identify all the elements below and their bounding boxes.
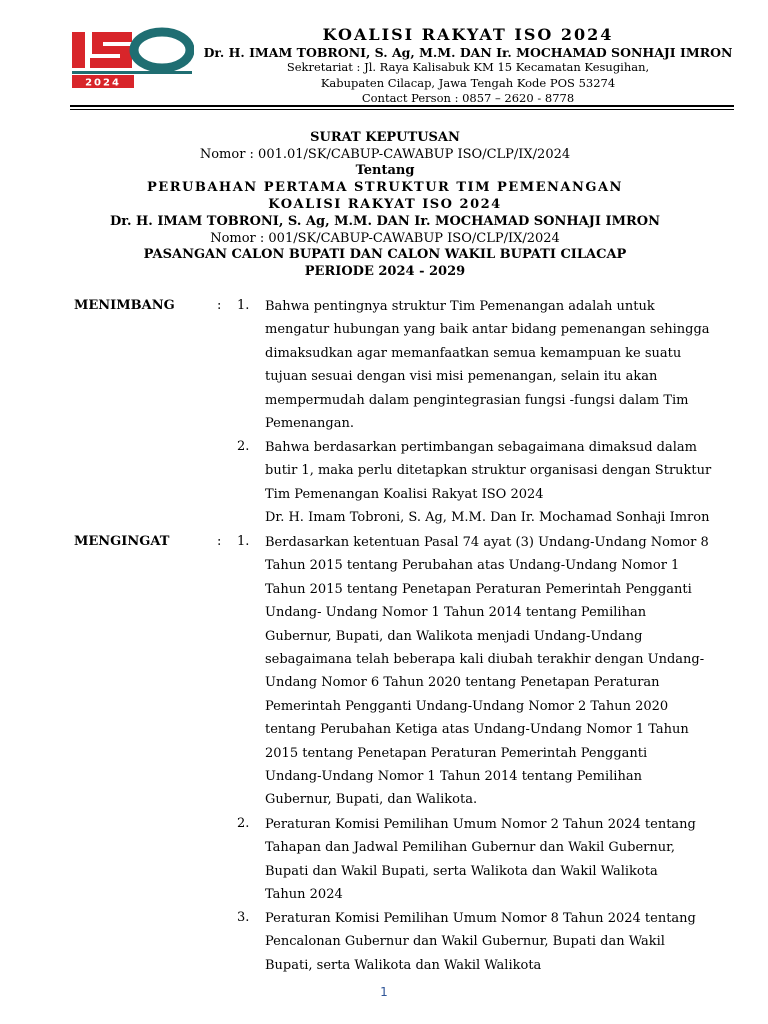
text-line: Dr. H. Imam Tobroni, S. Ag, M.M. Dan Ir. Mochamad Sonhaji Imron — [265, 510, 710, 526]
logo-letter-s — [90, 32, 132, 68]
item-number: 1. — [237, 298, 250, 313]
text-line: Undang-Undang Nomor 1 Tahun 2014 tentang Pemilihan — [265, 768, 642, 784]
text-line: Undang Nomor 6 Tahun 2020 tentang Penetapan Peraturan — [265, 675, 660, 691]
text-line: Berdasarkan ketentuan Pasal 74 ayat (3) Undang-Undang Nomor 8 — [265, 535, 709, 550]
text-line: Tim Pemenangan Koalisi Rakyat ISO 2024 — [265, 486, 544, 502]
text-line: Gubernur, Bupati, dan Walikota menjadi Undang-Undang — [265, 628, 643, 644]
section-label-mengingat: MENGINGAT — [74, 534, 170, 549]
page-number: 1 — [380, 985, 388, 999]
subject-line-2: KOALISI RAKYAT ISO 2024 — [268, 197, 502, 212]
iso-2024-logo — [70, 26, 194, 88]
section-colon: : — [217, 298, 222, 313]
subject-line-5: PERIODE 2024 - 2029 — [304, 264, 466, 279]
item-number: 1. — [237, 534, 250, 549]
logo-letter-i — [72, 32, 85, 68]
text-line: mengatur hubungan yang baik antar bidang pemenangan sehingga — [265, 322, 710, 338]
text-line: Undang- Undang Nomor 1 Tahun 2014 tentang Pemilihan — [265, 605, 647, 621]
logo-bar — [72, 71, 192, 74]
list-item — [265, 907, 735, 977]
text-line: Tahun 2015 tentang Penetapan Peraturan Pemerintah Pengganti — [265, 581, 692, 597]
section-label-menimbang: MENIMBANG — [74, 298, 175, 313]
subject-line-4: PASANGAN CALON BUPATI DAN CALON WAKIL BUPATI CILACAP — [143, 247, 627, 262]
text-line: tujuan sesuai dengan visi misi pemenangan, selain itu akan — [265, 369, 658, 385]
letterhead-rule-thin — [70, 109, 734, 110]
text-line: butir 1, maka perlu ditetapkan struktur organisasi dengan Struktur — [265, 463, 712, 479]
text-line: sebagaimana telah beberapa kali diubah terakhir dengan Undang- — [265, 651, 705, 667]
logo-letter-o — [134, 32, 190, 68]
org-title: KOALISI RAKYAT ISO 2024 — [322, 25, 614, 44]
text-line: Pemenangan. — [265, 415, 354, 431]
item-number: 2. — [237, 439, 250, 454]
letterhead-rule-thick — [70, 105, 734, 107]
list-item — [265, 436, 735, 530]
text-line: tentang Perubahan Ketiga atas Undang-Undang Nomor 1 Tahun — [265, 722, 689, 738]
text-line: Pemerintah Pengganti Undang-Undang Nomor 2 Tahun 2020 — [265, 698, 669, 714]
text-line: dimaksudkan agar memanfaatkan semua kemampuan ke suatu — [265, 345, 682, 361]
text-line: mempermudah dalam pengintegrasian fungsi -fungsi dalam Tim — [265, 392, 689, 408]
list-item — [265, 813, 735, 907]
address-line-2: Kabupaten Cilacap, Jawa Tengah Kode POS 53274 — [320, 76, 616, 90]
text-line: Bahwa pentingnya struktur Tim Pemenangan adalah untuk — [265, 299, 655, 314]
text-line: Peraturan Komisi Pemilihan Umum Nomor 2 Tahun 2024 tentang — [265, 817, 696, 832]
doc-about: Tentang — [355, 163, 415, 178]
section-colon: : — [217, 534, 222, 549]
text-line: Tahun 2024 — [265, 887, 343, 903]
text-line: Peraturan Komisi Pemilihan Umum Nomor 8 Tahun 2024 tentang — [265, 911, 696, 926]
text-line: Tahun 2015 tentang Perubahan atas Undang-Undang Nomor 1 — [265, 558, 680, 574]
text-line: Bahwa berdasarkan pertimbangan sebagaimana dimaksud dalam — [265, 440, 697, 455]
text-line: Bupati dan Wakil Bupati, serta Walikota dan Wakil Walikota — [265, 863, 658, 879]
list-item — [265, 531, 735, 812]
text-line: 2015 tentang Penetapan Peraturan Pemerintah Pengganti — [265, 745, 648, 761]
text-line: Tahapan dan Jadwal Pemilihan Gubernur dan Wakil Gubernur, — [265, 840, 676, 856]
subject-number: Nomor : 001/SK/CABUP-CAWABUP ISO/CLP/IX/2024 — [210, 231, 560, 246]
item-number: 3. — [237, 910, 250, 925]
item-number: 2. — [237, 816, 250, 831]
text-line: Bupati, serta Walikota dan Wakil Walikota — [265, 957, 542, 973]
subject-line-3: Dr. H. IMAM TOBRONI, S. Ag, M.M. DAN Ir. MOCHAMAD SONHAJI IMRON — [110, 214, 660, 229]
doc-type: SURAT KEPUTUSAN — [310, 130, 460, 145]
logo-year-text: 2024 — [85, 77, 121, 88]
list-item — [265, 295, 735, 435]
address-line-1: Sekretariat : Jl. Raya Kalisabuk KM 15 Kecamatan Kesugihan, — [286, 60, 650, 74]
doc-number: Nomor : 001.01/SK/CABUP-CAWABUP ISO/CLP/IX/2024 — [199, 147, 571, 162]
text-line: Gubernur, Bupati, dan Walikota. — [265, 792, 478, 808]
subject-line-1: PERUBAHAN PERTAMA STRUKTUR TIM PEMENANGAN — [147, 180, 623, 195]
contact-person: Contact Person : 0857 – 2620 - 8778 — [361, 91, 575, 105]
text-line: Pencalonan Gubernur dan Wakil Gubernur, Bupati dan Wakil — [265, 934, 665, 950]
candidate-names: Dr. H. IMAM TOBRONI, S. Ag, M.M. DAN Ir. MOCHAMAD SONHAJI IMRON — [203, 45, 733, 60]
